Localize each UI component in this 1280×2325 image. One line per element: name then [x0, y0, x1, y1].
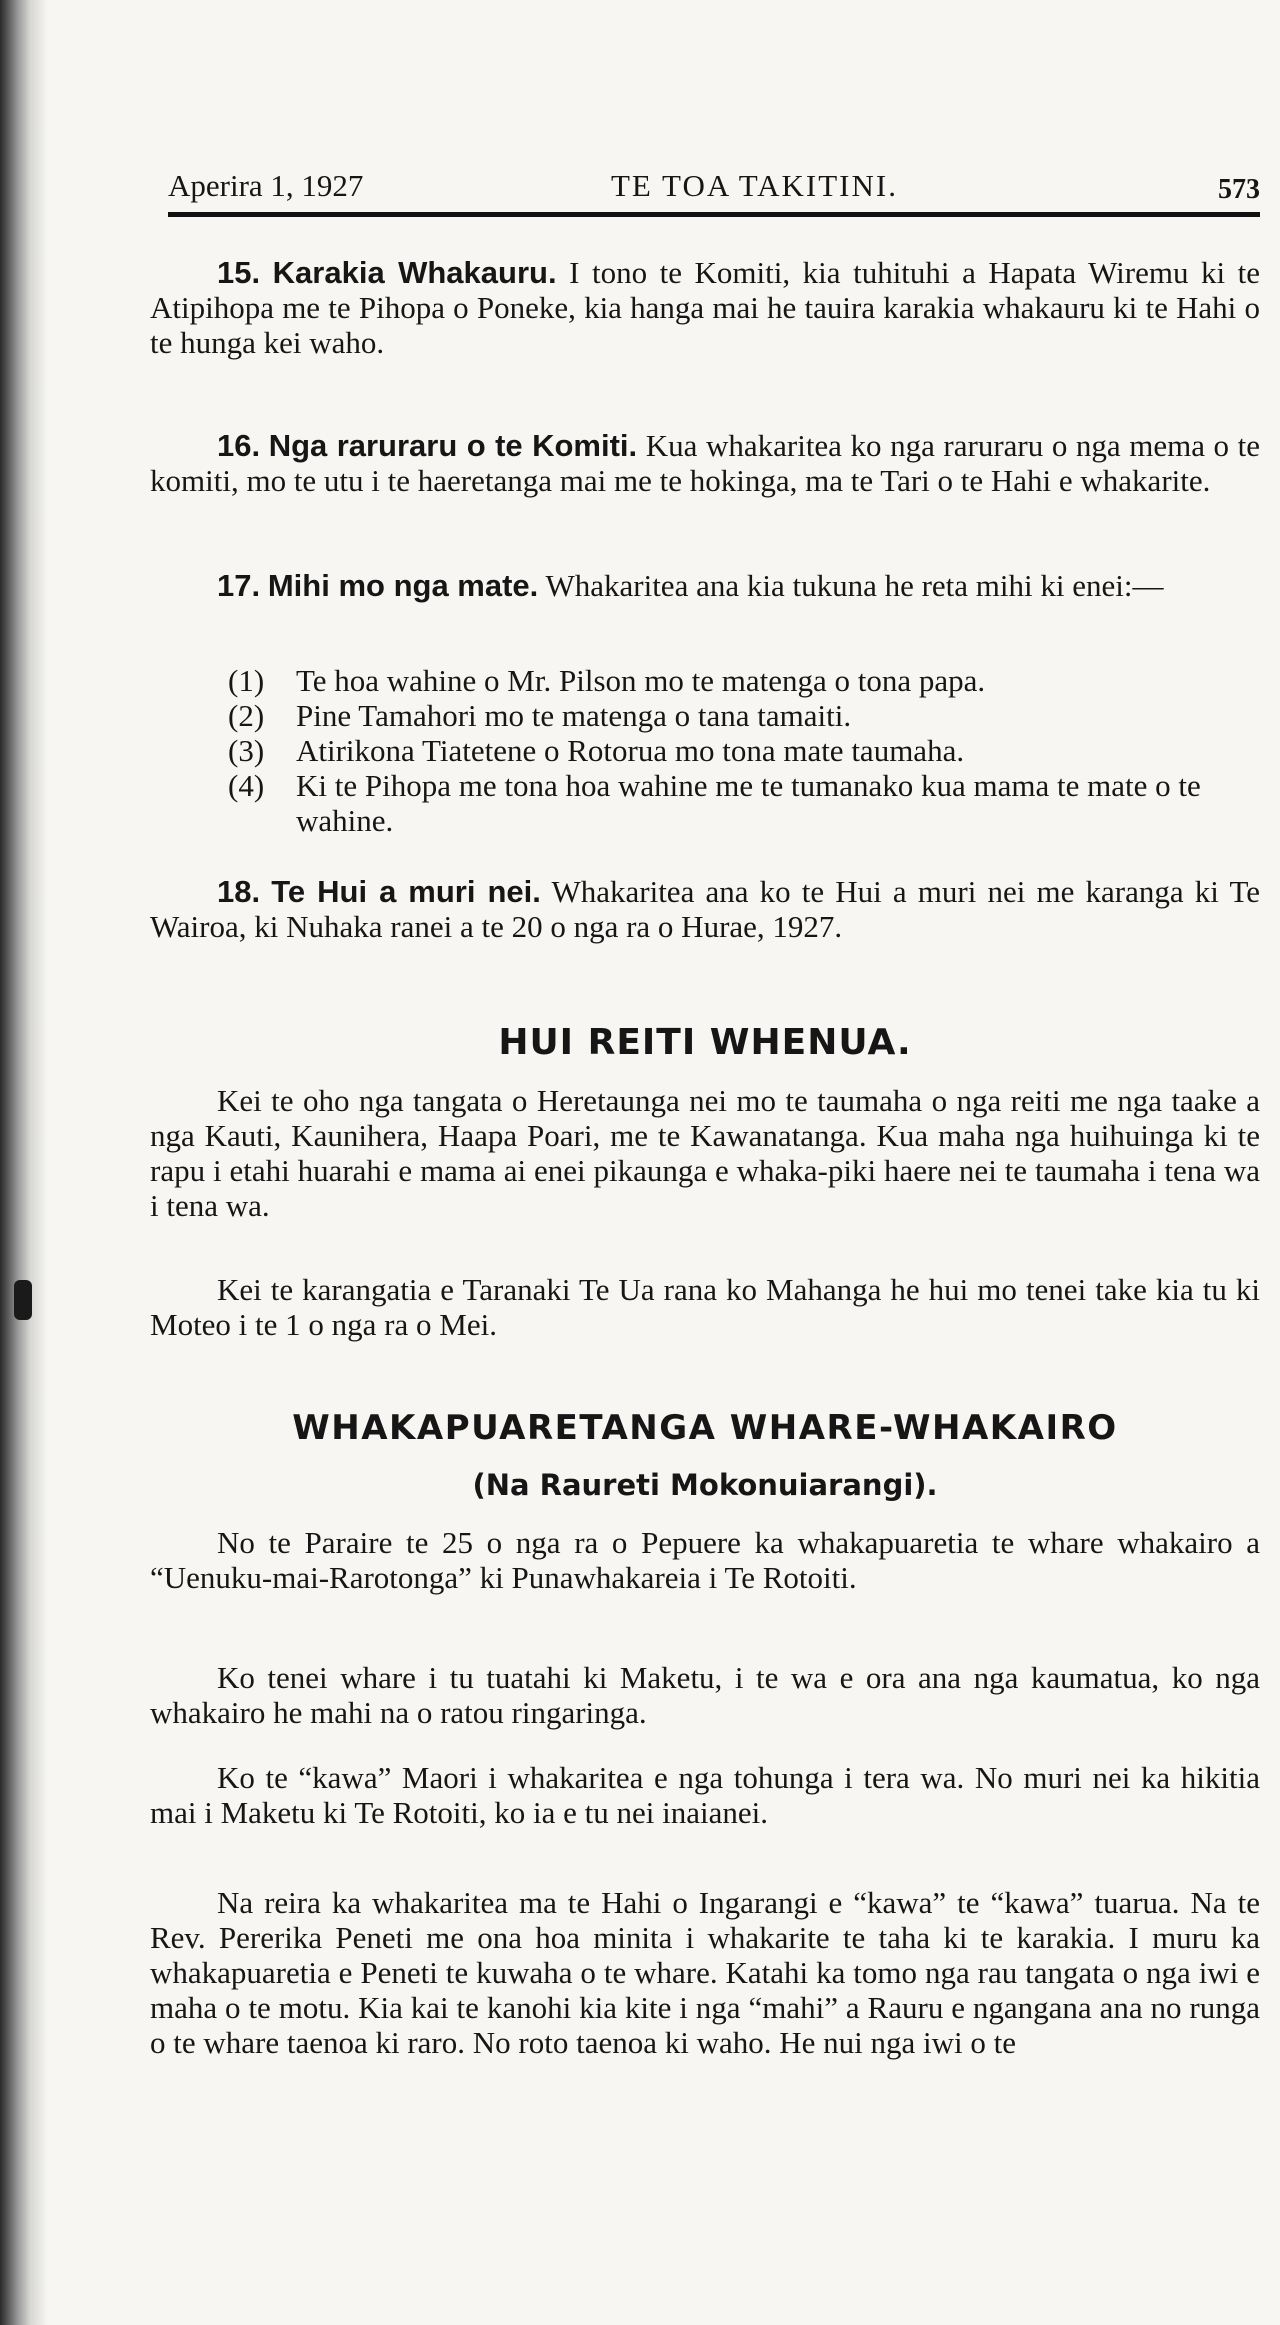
list-item-text: Atirikona Tiatetene o Rotorua mo tona mate taumaha.: [296, 733, 965, 768]
list-item-text: Ki te Pihopa me tona hoa wahine me te tumanako kua mama te mate o te wahine.: [296, 768, 1201, 838]
section-17-title: Mihi mo nga mate.: [267, 568, 539, 603]
header-rule: [168, 212, 1260, 217]
section-18-number: 18.: [217, 874, 261, 909]
section-16: [150, 428, 1260, 498]
list-item-number: (3): [228, 733, 265, 768]
section-18-text: Whakaritea ana ko te Hui a muri nei me karanga ki Te Wairoa, ki Nuhaka ranei a te 20 o nga ra o Hurae, 1927.: [150, 874, 1260, 944]
whare-paragraph: Ko tenei whare i tu tuatahi ki Maketu, i te wa e ora ana nga kaumatua, ko nga whakairo he mahi na o ratou ringaringa.: [150, 1660, 1260, 1730]
condolence-list: [228, 663, 1258, 838]
binding-hole: [14, 1280, 32, 1320]
hui-reiti-paragraph: Kei te oho nga tangata o Heretaunga nei mo te taumaha o nga reiti me nga taake a nga Kauti, Kaunihera, Haapa Poari, me te Kawanatanga. Kua maha nga huihuinga ki te rapu i etahi huarahi e mama ai enei pikaunga e whaka-piki haere nei te taumaha i tena wa i tena wa.: [150, 1083, 1260, 1223]
hui-reiti-heading: HUI REITI WHENUA.: [498, 1022, 912, 1063]
section-16-title: Nga raruraru o te Komiti.: [268, 428, 638, 463]
whare-paragraph: No te Paraire te 25 o nga ra o Pepuere ka whakapuaretia te whare whakairo a “Uenuku-mai-Rarotonga” ki Punawhakareia i Te Rotoiti.: [150, 1525, 1260, 1595]
whare-paragraph: Ko te “kawa” Maori i whakaritea e nga tohunga i tera wa. No muri nei ka hikitia mai i Maketu ki Te Rotoiti, ko ia e tu nei inaianei.: [150, 1760, 1260, 1830]
whare-heading: WHAKAPUARETANGA WHARE-WHAKAIRO: [292, 1408, 1118, 1448]
section-18: [150, 874, 1260, 944]
list-item: [228, 733, 1258, 768]
list-item-text: Te hoa wahine o Mr. Pilson mo te matenga o tona papa.: [296, 663, 986, 698]
list-item: [228, 698, 1258, 733]
list-item: [228, 663, 1258, 698]
list-item-number: (2): [228, 698, 265, 733]
section-16-text: Kua whakaritea ko nga raruraru o nga mema o te komiti, mo te utu i te haeretanga mai me te hokinga, ma te Tari o te Hahi e whakarite.: [150, 428, 1260, 498]
whare-subheading: (Na Raureti Mokonuiarangi).: [472, 1468, 938, 1502]
section-15-text: I tono te Komiti, kia tuhituhi a Hapata Wiremu ki te Atipihopa me te Pihopa o Poneke, kia hanga mai he tauira karakia whakauru ki te Hahi o te hunga kei waho.: [150, 255, 1261, 360]
hui-reiti-paragraph: Kei te karangatia e Taranaki Te Ua rana ko Mahanga he hui mo tenei take kia tu ki Moteo i te 1 o nga ra o Mei.: [150, 1272, 1260, 1342]
section-18-title: Te Hui a muri nei.: [271, 874, 541, 909]
section-17-text: Whakaritea ana kia tukuna he reta mihi ki enei:—: [545, 568, 1164, 603]
section-17: [150, 568, 1260, 603]
page-header: [168, 168, 1260, 208]
header-date: Aperira 1, 1927: [168, 168, 364, 203]
section-17-number: 17.: [217, 568, 261, 603]
list-item-number: (4): [228, 768, 265, 803]
list-item-text: Pine Tamahori mo te matenga o tana tamaiti.: [296, 698, 852, 733]
section-15-number: 15.: [217, 255, 261, 290]
publication-title: TE TOA TAKITINI.: [611, 168, 898, 203]
section-16-number: 16.: [217, 428, 261, 463]
page-number: 573: [1218, 174, 1260, 205]
section-15-title: Karakia Whakauru.: [272, 255, 557, 290]
whare-paragraph: Na reira ka whakaritea ma te Hahi o Ingarangi e “kawa” te “kawa” tuarua. Na te Rev. Pererika Peneti me ona hoa minita i whakarite te taha ki te karakia. I muru ka whakapuaretia e Peneti te kuwaha o te whare. Katahi ka tomo nga rau tangata o nga iwi e maha o te motu. Kia kai te kanohi kia kite i nga “mahi” a Rauru e ngangana ana no runga o te whare taenoa ki raro. No roto taenoa ki waho. He nui nga iwi o te: [150, 1885, 1260, 2060]
list-item-number: (1): [228, 663, 265, 698]
list-item: [228, 768, 1258, 838]
book-binding-edge: [0, 0, 48, 2325]
section-15: [150, 255, 1260, 360]
